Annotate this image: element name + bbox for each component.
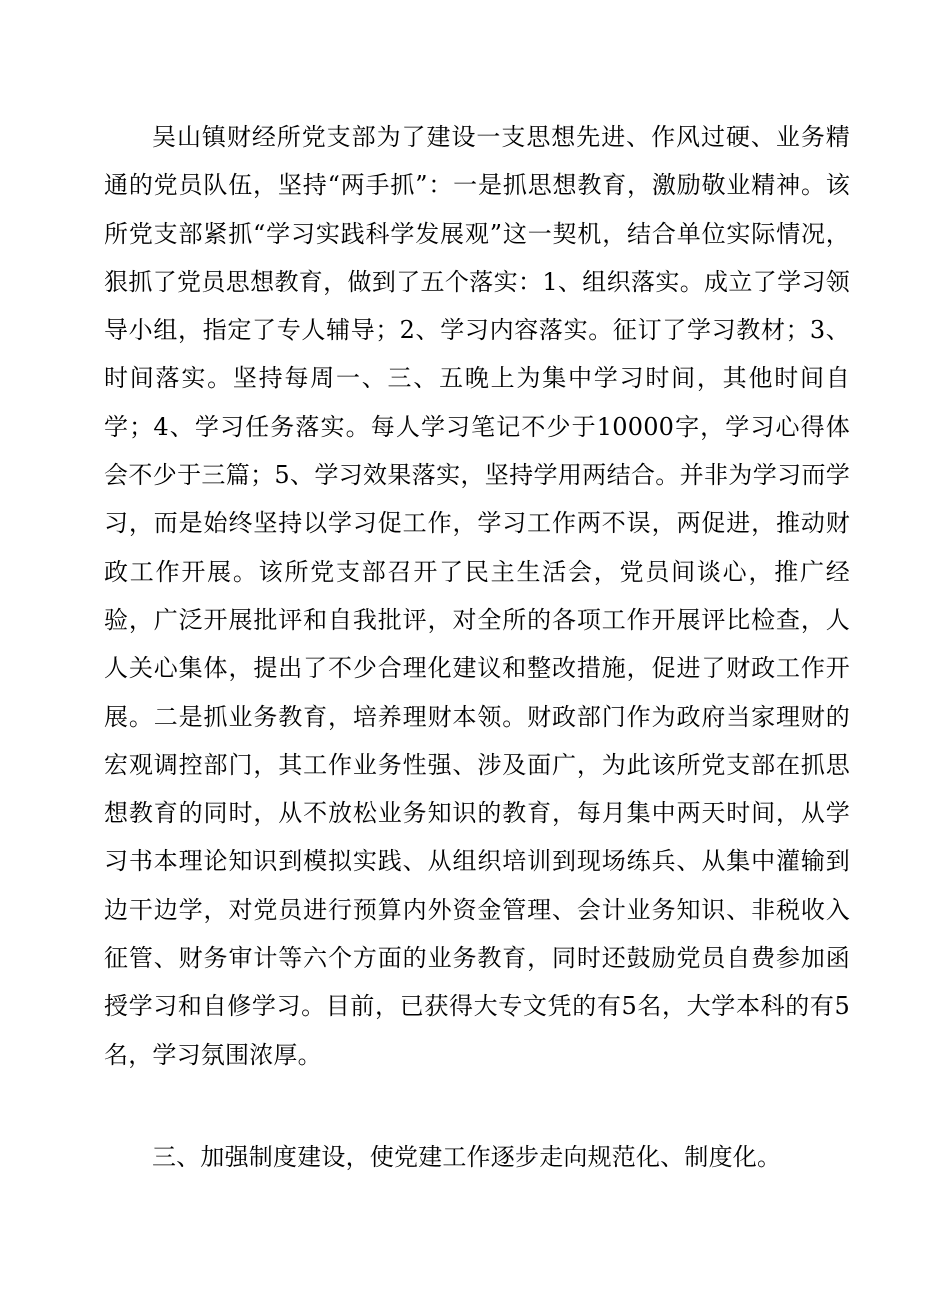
body-paragraph: 吴山镇财经所党支部为了建设一支思想先进、作风过硬、业务精通的党员队伍，坚持“两手抓”：一是抓思想教育，激励敬业精神。该所党支部紧抓“学习实践科学发展观”这一契机，结合单位实际情况，狠抓了党员思想教育，做到了五个落实：1、组织落实。成立了学习领导小组，指定了专人辅导；2、学习内容落实。征订了学习教材；3、时间落实。坚持每周一、三、五晚上为集中学习时间，其他时间自学；4、学习任务落实。每人学习笔记不少于10000字，学习心得体会不少于三篇；5、学习效果落实，坚持学用两结合。并非为学习而学习，而是始终坚持以学习促工作，学习工作两不误，两促进，推动财政工作开展。该所党支部召开了民主生活会，党员间谈心，推广经验，广泛开展批评和自我批评，对全所的各项工作开展评比检查，人人关心集体，提出了不少合理化建议和整改措施，促进了财政工作开展。二是抓业务教育，培养理财本领。财政部门作为政府当家理财的宏观调控部门，其工作业务性强、涉及面广，为此该所党支部在抓思想教育的同时，从不放松业务知识的教育，每月集中两天时间，从学习书本理论知识到模拟实践、从组织培训到现场练兵、从集中灌输到边干边学，对党员进行预算内外资金管理、会计业务知识、非税收入征管、财务审计等六个方面的业务教育，同时还鼓励党员自费参加函授学习和自修学习。目前，已获得大专文凭的有5名，大学本科的有5名，学习氛围浓厚。 [104, 123, 850, 1069]
section-heading-three: 三、加强制度建设，使党建工作逐步走向规范化、制度化。 [152, 1143, 782, 1171]
